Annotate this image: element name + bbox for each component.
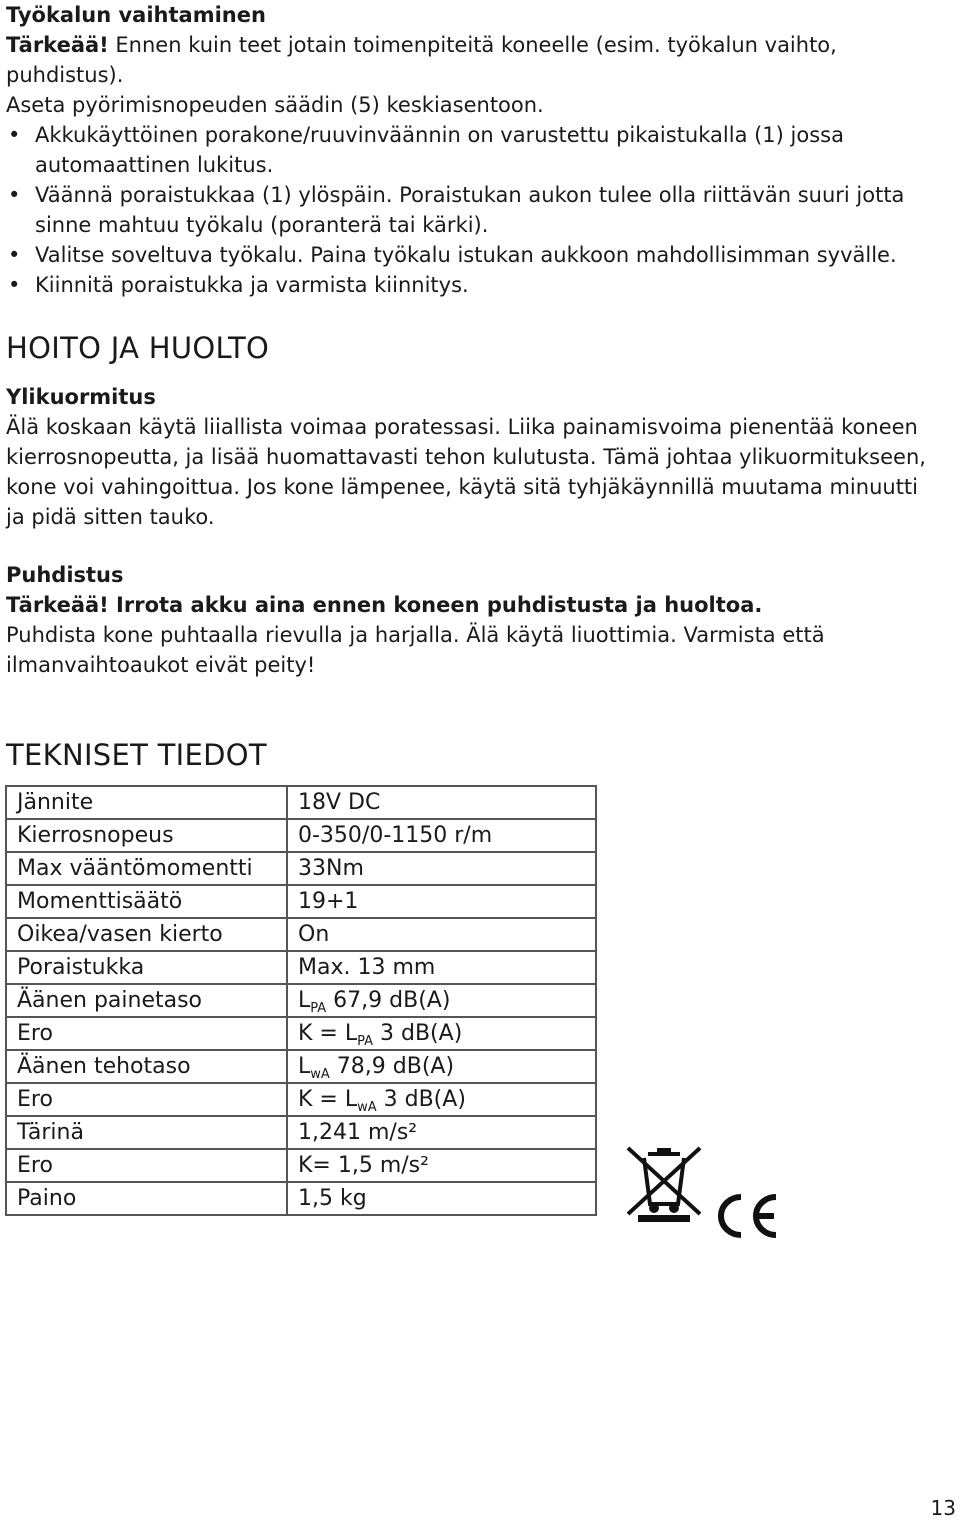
spec-key: Momenttisäätö bbox=[6, 885, 287, 918]
specs-title: TEKNISET TIEDOT bbox=[6, 738, 267, 772]
table-row bbox=[6, 786, 596, 819]
spec-value bbox=[287, 1017, 596, 1050]
spec-value-amount: 67,9 dB(A) bbox=[326, 988, 451, 1013]
spec-value-symbol: K = L bbox=[298, 1087, 358, 1112]
spec-value: 1,5 kg bbox=[287, 1182, 596, 1215]
overload-text: Älä koskaan käytä liiallista voimaa poratessasi. Liika painamisvoima pienentää koneen kierrosnopeutta, ja lisää huomattavasti tehon kulutusta. Tämä johtaa ylikuormitukseen, kone voi vahingoittua. Jos kone lämpenee, käytä sitä tyhjäkäynnillä muutama minuutti ja pidä sitten tauko. bbox=[6, 415, 926, 529]
spec-value-amount: 78,9 dB(A) bbox=[329, 1054, 455, 1079]
list-item bbox=[6, 180, 936, 240]
important-label: Tärkeää! bbox=[6, 33, 109, 57]
spec-value-subscript: PA bbox=[310, 1001, 327, 1016]
list-item-text: Valitse soveltuva työkalu. Paina työkalu istukan aukkoon mahdollisimman syvälle. bbox=[35, 243, 897, 267]
overload-section bbox=[6, 382, 936, 532]
spec-value-subscript: PA bbox=[357, 1034, 374, 1049]
table-row bbox=[6, 819, 596, 852]
care-title: HOITO JA HUOLTO bbox=[6, 331, 270, 365]
spec-value bbox=[287, 984, 596, 1017]
spec-key: Äänen tehotaso bbox=[6, 1050, 287, 1083]
spec-value: 33Nm bbox=[287, 852, 596, 885]
table-row bbox=[6, 1149, 596, 1182]
spec-value: 1,241 m/s² bbox=[287, 1116, 596, 1149]
specs-table bbox=[5, 785, 597, 1216]
spec-key: Äänen painetaso bbox=[6, 984, 287, 1017]
table-row bbox=[6, 885, 596, 918]
tool-change-heading: Työkalun vaihtaminen bbox=[6, 3, 266, 27]
page-number: 13 bbox=[930, 1496, 956, 1520]
cleaning-section bbox=[6, 560, 936, 680]
bullet-icon: • bbox=[8, 273, 21, 297]
cleaning-heading: Puhdistus bbox=[6, 563, 124, 587]
bullet-icon: • bbox=[8, 243, 21, 267]
table-row bbox=[6, 1050, 596, 1083]
table-row bbox=[6, 1182, 596, 1215]
list-item bbox=[6, 120, 936, 180]
table-row bbox=[6, 1083, 596, 1116]
spec-key: Poraistukka bbox=[6, 951, 287, 984]
table-row bbox=[6, 1017, 596, 1050]
spec-key: Kierrosnopeus bbox=[6, 819, 287, 852]
list-item-text: Kiinnitä poraistukka ja varmista kiinnitys. bbox=[35, 273, 469, 297]
bullet-icon: • bbox=[8, 123, 21, 147]
bullet-icon: • bbox=[8, 183, 21, 207]
spec-value: K= 1,5 m/s² bbox=[287, 1149, 596, 1182]
important-note bbox=[6, 30, 936, 90]
spec-key: Ero bbox=[6, 1149, 287, 1182]
spec-key: Ero bbox=[6, 1017, 287, 1050]
spec-key: Oikea/vasen kierto bbox=[6, 918, 287, 951]
table-row bbox=[6, 918, 596, 951]
overload-heading: Ylikuormitus bbox=[6, 385, 156, 409]
spec-value: Max. 13 mm bbox=[287, 951, 596, 984]
important-text: Ennen kuin teet jotain toimenpiteitä koneelle (esim. työkalun vaihto, puhdistus). bbox=[6, 33, 837, 87]
spec-value-symbol: L bbox=[298, 1054, 311, 1079]
list-item-text: Akkukäyttöinen porakone/ruuvinväännin on varustettu pikaistukalla (1) jossa automaattinen lukitus. bbox=[35, 123, 844, 177]
crossed-out-wheelie-bin-icon bbox=[624, 1144, 704, 1222]
spec-value-subscript: wA bbox=[310, 1067, 330, 1082]
spec-value-symbol: L bbox=[298, 988, 311, 1013]
table-row bbox=[6, 984, 596, 1017]
list-item bbox=[6, 270, 936, 300]
spec-value-amount: 3 dB(A) bbox=[376, 1087, 466, 1112]
spec-value: 18V DC bbox=[287, 786, 596, 819]
ce-mark-icon bbox=[710, 1191, 780, 1241]
spec-key: Ero bbox=[6, 1083, 287, 1116]
table-row bbox=[6, 1116, 596, 1149]
spec-key: Max vääntömomentti bbox=[6, 852, 287, 885]
spec-key: Jännite bbox=[6, 786, 287, 819]
spec-value: 0-350/0-1150 r/m bbox=[287, 819, 596, 852]
tool-change-steps bbox=[6, 120, 936, 300]
spec-value-amount: 3 dB(A) bbox=[373, 1021, 463, 1046]
cleaning-text: Puhdista kone puhtaalla rievulla ja harjalla. Älä käytä liuottimia. Varmista että ilmanvaihtoaukot eivät peity! bbox=[6, 623, 825, 677]
table-row bbox=[6, 951, 596, 984]
table-row bbox=[6, 852, 596, 885]
speed-dial-instruction: Aseta pyörimisnopeuden säädin (5) keskiasentoon. bbox=[6, 93, 544, 117]
spec-key: Paino bbox=[6, 1182, 287, 1215]
spec-value-subscript: wA bbox=[357, 1100, 377, 1115]
spec-value: 19+1 bbox=[287, 885, 596, 918]
spec-value bbox=[287, 1083, 596, 1116]
list-item-text: Väännä poraistukkaa (1) ylöspäin. Poraistukan aukon tulee olla riittävän suuri jotta sinne mahtuu työkalu (poranterä tai kärki). bbox=[35, 183, 905, 237]
spec-value bbox=[287, 1050, 596, 1083]
cleaning-important: Tärkeää! Irrota akku aina ennen koneen puhdistusta ja huoltoa. bbox=[6, 593, 763, 617]
tool-change-section bbox=[6, 0, 936, 300]
list-item bbox=[6, 240, 936, 270]
spec-key: Tärinä bbox=[6, 1116, 287, 1149]
spec-value: On bbox=[287, 918, 596, 951]
spec-value-symbol: K = L bbox=[298, 1021, 358, 1046]
